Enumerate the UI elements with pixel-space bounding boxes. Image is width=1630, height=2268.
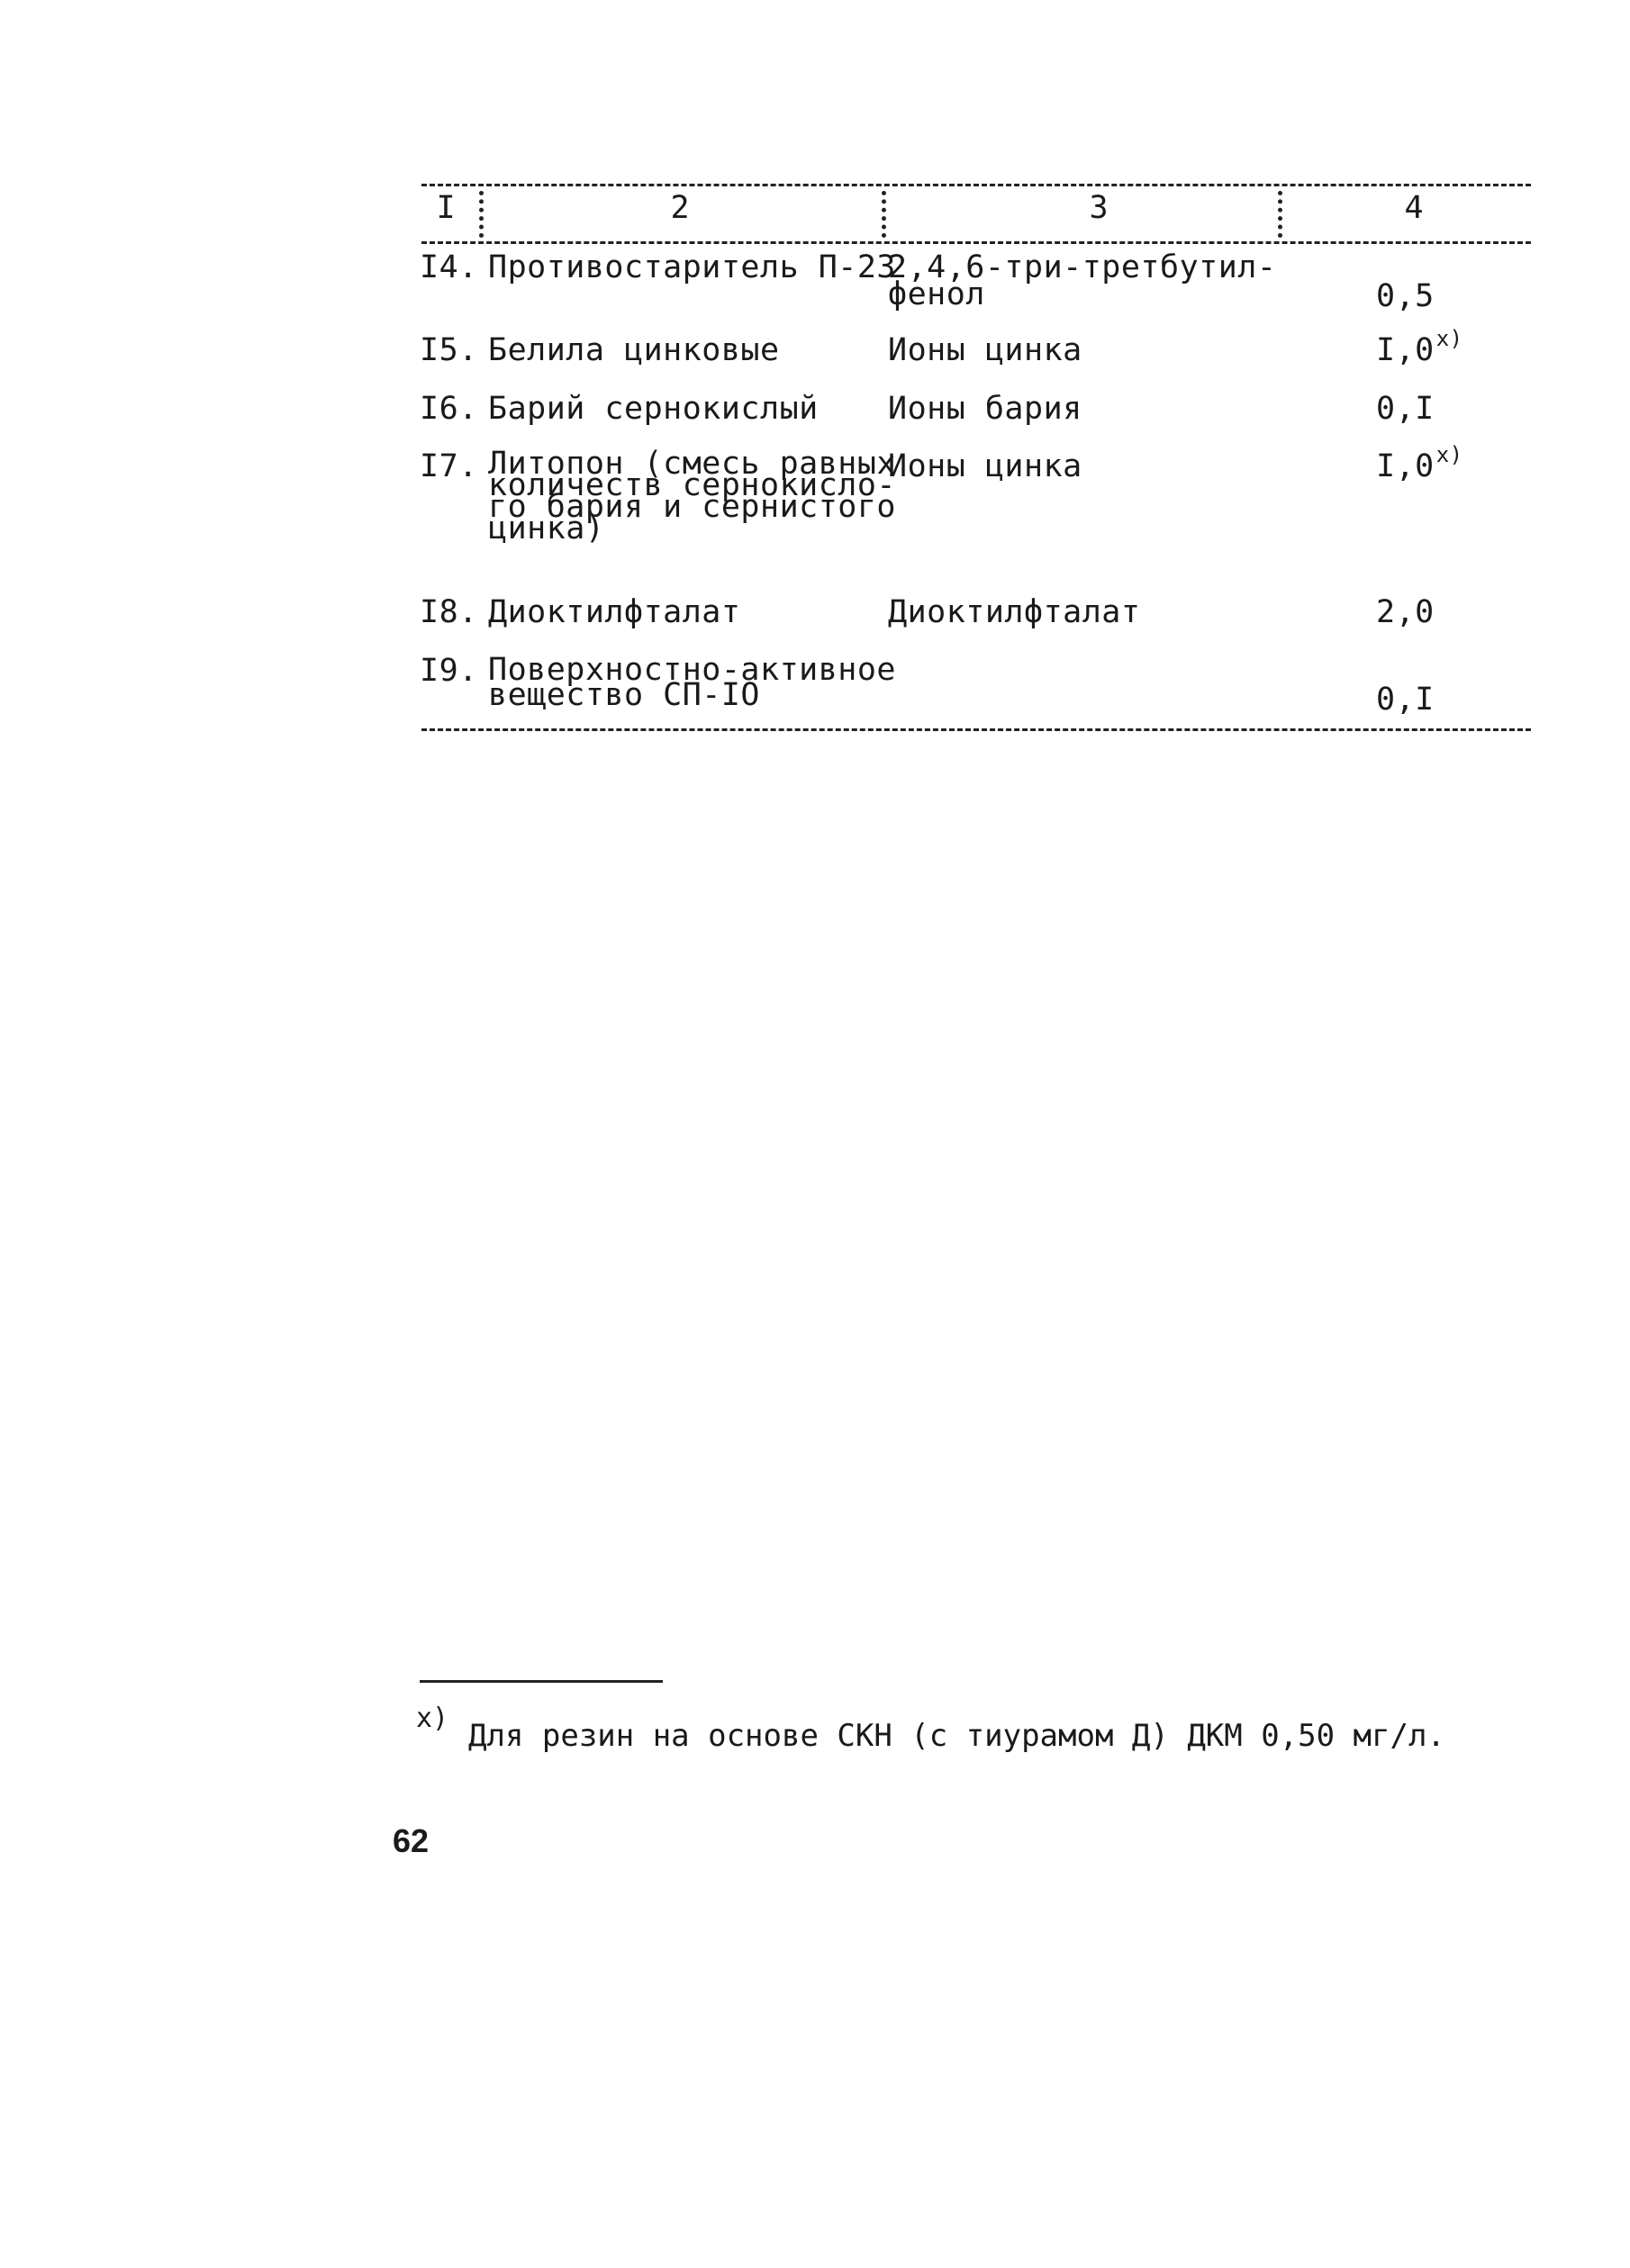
row-value-text: I,0 <box>1376 448 1435 484</box>
row-value-text: 0,5 <box>1376 278 1435 314</box>
table-header-border <box>421 241 1531 244</box>
row-name: Диоктилфталат <box>488 594 741 630</box>
footnote-reference: x) <box>1435 442 1463 467</box>
row-number: I8. <box>420 594 478 630</box>
row-name: Белила цинковые <box>488 332 780 368</box>
row-value <box>1376 682 1436 718</box>
page-number: 62 <box>393 1822 430 1859</box>
header-col-2: 2 <box>670 190 690 226</box>
row-value-text: I,0 <box>1376 332 1435 368</box>
row-value <box>1376 594 1436 630</box>
row-substance: Диоктилфталат <box>888 594 1141 630</box>
header-col-3: 3 <box>1089 190 1109 226</box>
row-value-text: 0,I <box>1376 391 1435 427</box>
row-value <box>1376 391 1436 427</box>
row-value <box>1376 326 1463 368</box>
row-number: I9. <box>420 653 478 689</box>
row-value-text: 0,I <box>1376 682 1435 718</box>
footnote-reference: x) <box>1435 326 1463 351</box>
row-number: I5. <box>420 332 478 368</box>
header-separator-1 <box>479 191 484 238</box>
row-number: I4. <box>420 249 478 285</box>
header-separator-2 <box>882 191 886 238</box>
row-substance: Ионы цинка <box>888 332 1082 368</box>
row-number: I6. <box>420 391 478 427</box>
row-value <box>1376 442 1463 484</box>
table-top-border <box>421 184 1531 186</box>
row-name: Литопон (смесь равных количеств сернокисло- го бария и сернистого цинка) <box>488 446 897 547</box>
header-separator-3 <box>1278 191 1282 238</box>
row-substance: Ионы цинка <box>888 448 1082 484</box>
row-name: Противостаритель П-23 <box>488 249 897 285</box>
row-substance: 2,4,6-три-третбутил- фенол <box>888 249 1277 312</box>
header-col-4: 4 <box>1404 190 1424 226</box>
footnote-mark: x) <box>416 1703 449 1734</box>
row-value-text: 2,0 <box>1376 594 1435 630</box>
table-bottom-border <box>421 728 1531 731</box>
row-substance: Ионы бария <box>888 391 1082 427</box>
row-name: Барий сернокислый <box>488 391 819 427</box>
row-name: Поверхностно-активное вещество СП-IO <box>488 652 897 713</box>
header-col-1: I <box>436 190 456 226</box>
row-value <box>1376 278 1436 314</box>
footnote-separator <box>420 1680 663 1683</box>
row-number: I7. <box>420 448 478 484</box>
footnote-text: Для резин на основе СКН (с тиурамом Д) ДКМ 0,50 мг/л. <box>468 1718 1445 1754</box>
